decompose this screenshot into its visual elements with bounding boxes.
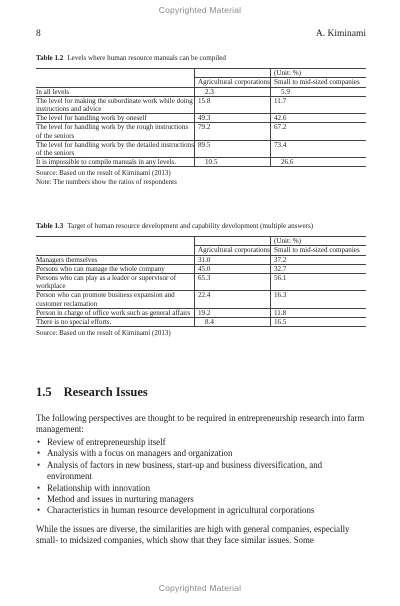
table-row [36,255,366,264]
row-label: The level for handling work by oneself [36,114,147,123]
cell-small-mid: 26.6 [271,158,367,167]
cell-agricultural: 2.3 [195,87,271,96]
table-row [36,123,366,140]
section-heading [36,385,160,400]
running-head-author: A. Kiminami [315,29,366,39]
table-row [36,318,366,327]
unit-label: (Unit: %) [271,69,367,78]
cell-small-mid: 67.2 [271,123,367,140]
row-label: Persons who can manage the whole company [36,264,165,273]
table-row [36,158,366,167]
table-label: Table 1.3 [36,222,64,230]
cell-agricultural: 49.3 [195,114,271,123]
row-label: It is impossible to compile manuals in any levels. [36,158,177,167]
cell-small-mid: 73.4 [271,140,367,157]
list-item: • Analysis with a focus on managers and organization [36,448,366,459]
cell-small-mid: 56.1 [271,274,367,291]
row-label: In all levels [36,87,70,96]
table-1-3 [36,222,366,337]
row-label: Persons who can play as a leader or supervisor of workplace [36,274,177,291]
section-number: 1.5 [36,385,52,399]
copyright-watermark-bottom: Copyrighted Material [158,583,242,593]
table-source: Source: Based on the result of Kiminami (2013) [36,329,171,338]
section-title: Research Issues [63,385,148,399]
list-item: • Characteristics in human resource development in agricultural corporations [36,505,366,516]
column-header-agricultural: Agricultural corporations [195,78,271,87]
cell-small-mid: 32.7 [271,264,367,273]
column-header-agricultural: Agricultural corporations [195,246,271,255]
cell-agricultural: 65.3 [195,274,271,291]
list-item: • Review of entrepreneurship itself [36,437,366,448]
table-row [36,308,366,317]
table-1-2 [36,54,366,186]
row-label: The level for handling work by the rough instructions of the seniors [36,123,189,140]
page-number: 8 [36,29,41,39]
data-table [36,68,366,167]
cell-agricultural: 31.0 [195,255,271,264]
running-head [36,29,366,41]
table-row [36,264,366,273]
intro-paragraph: The following perspectives are thought to be required in entrepreneurship research into farm management: [36,413,365,435]
table-caption [36,54,366,62]
cell-agricultural: 79.2 [195,123,271,140]
cell-agricultural: 22.4 [195,291,271,308]
table-row [36,291,366,308]
data-table [36,236,366,327]
row-label: Person in charge of office work such as general affairs [36,308,191,317]
table-title: Target of human resource development and capability development (multiple answers) [67,222,314,230]
column-header-small-mid: Small to mid-sized companies [271,78,367,87]
cell-small-mid: 11.8 [271,308,367,317]
row-label: The level for handling work by the detailed instructions of the seniors [36,140,194,158]
cell-small-mid: 16.3 [271,291,367,308]
cell-agricultural: 89.5 [195,140,271,157]
row-label: Managers themselves [36,255,98,264]
row-label: The level for making the subordinate work while doing instructions and advice [36,96,193,114]
cell-small-mid: 16.5 [271,318,367,327]
table-source: Source: Based on the result of Kiminami (2013) [36,169,171,178]
bullet-list [36,437,366,517]
row-label: Person who can promote business expansion and customer reclamation [36,291,175,308]
header-row [36,246,366,255]
header-row [36,78,366,87]
table-row [36,274,366,291]
list-item: • Method and issues in nurturing managers [36,494,366,505]
table-title: Levels where human resource manuals can be compiled [67,54,226,62]
unit-label: (Unit: %) [271,237,367,246]
table-label: Table 1.2 [36,54,64,62]
closing-paragraph: While the issues are diverse, the similarities are high with general companies, especially small- to midsized companies, which show that they face similar issues. Some [36,524,350,546]
list-item: • Relationship with innovation [36,483,366,494]
cell-agricultural: 8.4 [195,318,271,327]
cell-agricultural: 19.2 [195,308,271,317]
table-row [36,140,366,157]
table-row [36,114,366,123]
row-label: There is no special efforts. [36,318,112,327]
cell-small-mid: 37.2 [271,255,367,264]
unit-row [36,69,366,78]
unit-row [36,237,366,246]
cell-small-mid: 42.6 [271,114,367,123]
cell-small-mid: 11.7 [271,96,367,113]
table-row [36,87,366,96]
table-row [36,96,366,113]
cell-agricultural: 10.5 [195,158,271,167]
cell-small-mid: 5.9 [271,87,367,96]
cell-agricultural: 15.8 [195,96,271,113]
table-caption [36,222,366,230]
list-item: • Analysis of factors in new business, start-up and business diversification, and environment [36,460,366,483]
table-note: Note: The numbers show the ratios of respondents [36,177,177,186]
column-header-small-mid: Small to mid-sized companies [271,246,367,255]
cell-agricultural: 45.0 [195,264,271,273]
copyright-watermark-top: Copyrighted Material [158,5,242,15]
